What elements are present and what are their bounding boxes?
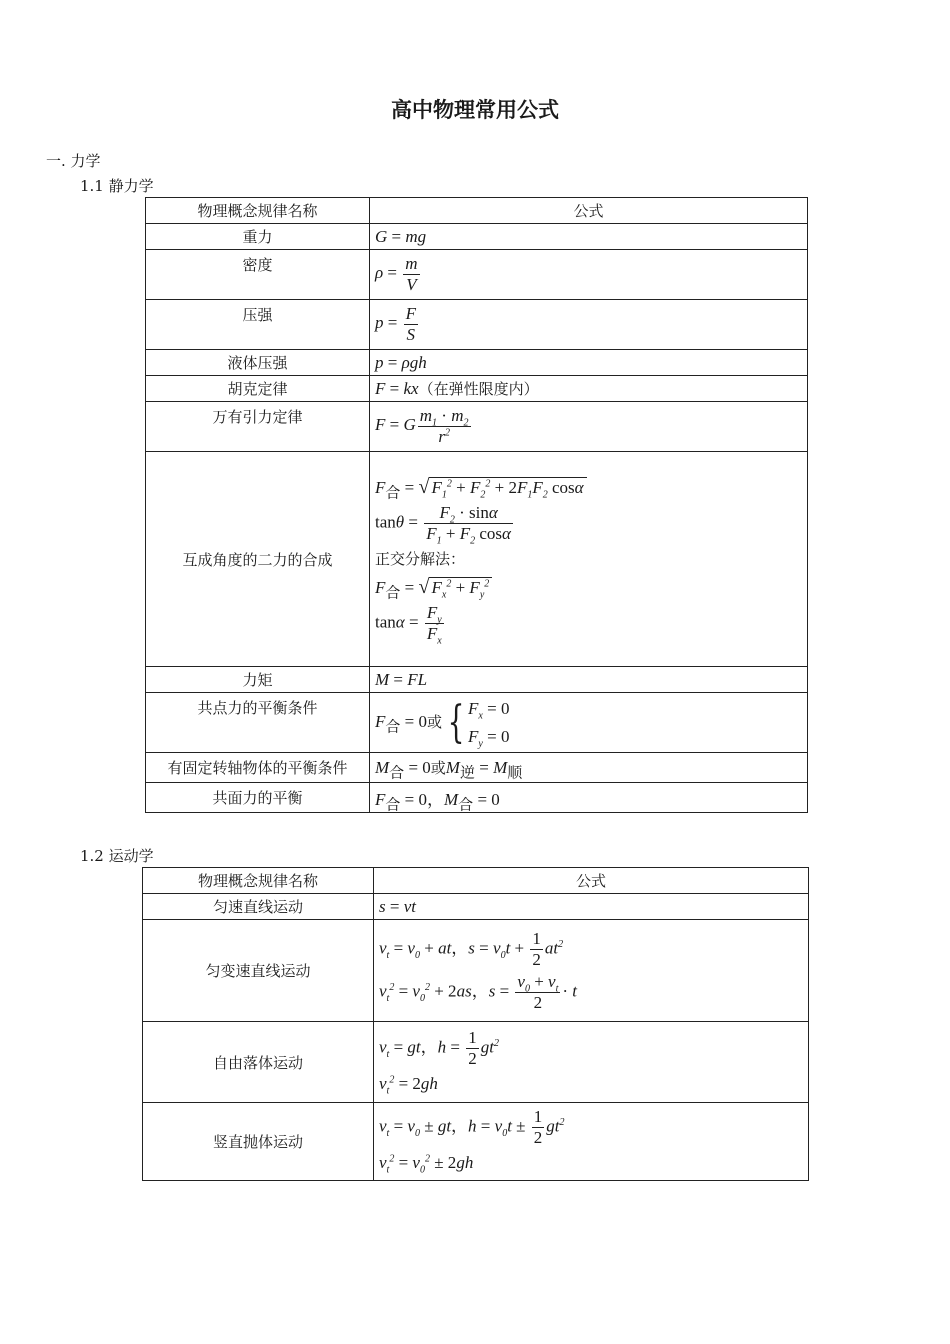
- subsection-heading-statics: 1.1 静力学: [80, 177, 154, 195]
- table-header-row: [146, 198, 808, 224]
- table-row: [146, 753, 808, 783]
- formula-force-composition: $F_合$ = √ $F_1^2 + F_2^2 + 2F_1F_2$ cosα tanθ = $\frac{F_2 \cdot \sin\alpha}{F_1 + F_2 \cos\alpha}$ 正交分解法： $F_合$ = √ $F_x^2 + F_y^2$ tanα = $\frac{F_y}{F_x}$: [370, 452, 808, 667]
- table-row: [146, 783, 808, 813]
- row-name: 密度: [146, 250, 370, 300]
- formula-gravitation: F = G $\frac{m_1 \cdot m_2}{r^2}$: [370, 402, 808, 452]
- table-row: [143, 920, 809, 1022]
- column-header-formula: 公式: [374, 868, 809, 894]
- table-row: [146, 376, 808, 402]
- formula-vertical-throw: $v_t = v_0$ ± gt，$h = v_0t$ ± $\frac{1}{2}$ $gt^2$ $v_t^2 = v_0^2 \pm 2gh$: [374, 1103, 809, 1181]
- formula-density: ρ = $\frac{m}{V}$: [370, 250, 808, 300]
- formula-rotational-equilibrium: $M_合 = 0$或$M_逆 = M_顺$: [370, 753, 808, 783]
- table-row: [146, 300, 808, 350]
- row-name: 液体压强: [146, 350, 370, 376]
- table-header-row: [143, 868, 809, 894]
- formula-uniform-motion: s = vt: [374, 894, 809, 920]
- formula-free-fall: $v_t$ = gt，h = $\frac{1}{2}$ $gt^2$ $v_t^2 = 2gh$: [374, 1022, 809, 1103]
- row-name: 互成角度的二力的合成: [146, 452, 370, 667]
- table-row: [146, 452, 808, 667]
- table-row: [146, 693, 808, 753]
- formula-equilibrium: $F_合 = 0$或 { $F_x = 0$ $F_y = 0$: [370, 693, 808, 753]
- table-row: [143, 894, 809, 920]
- formula-hooke: F = kx（在弹性限度内）: [370, 376, 808, 402]
- table-row: [146, 250, 808, 300]
- formula-coplanar-equilibrium: $F_合 = 0$，$M_合 = 0$: [370, 783, 808, 813]
- row-name: 胡克定律: [146, 376, 370, 402]
- row-name: 共点力的平衡条件: [146, 693, 370, 753]
- column-header-formula: 公式: [370, 198, 808, 224]
- row-name: 自由落体运动: [143, 1022, 374, 1103]
- row-name: 竖直抛体运动: [143, 1103, 374, 1181]
- formula-gravity: G = mg: [370, 224, 808, 250]
- table-row: [146, 350, 808, 376]
- row-name: 有固定转轴物体的平衡条件: [146, 753, 370, 783]
- table-row: [143, 1022, 809, 1103]
- table-row: [146, 224, 808, 250]
- formula-uniform-acceleration: $v_t = v_0$ + at，$s = v_0t$ + $\frac{1}{2}$ $at^2$ $v_t^2 = v_0^2 + 2as$，s = $\frac{v_0 + v_t}{2}$ · t: [374, 920, 809, 1022]
- section-heading-mechanics: 一. 力学: [46, 152, 101, 170]
- ortho-label: 正交分解法：: [375, 550, 466, 568]
- row-name: 共面力的平衡: [146, 783, 370, 813]
- hooke-note: （在弹性限度内）: [418, 380, 539, 398]
- formula-torque: M = FL: [370, 667, 808, 693]
- table-row: [146, 667, 808, 693]
- kinematics-formula-table: [142, 867, 809, 1181]
- row-name: 匀变速直线运动: [143, 920, 374, 1022]
- statics-formula-table: [145, 197, 808, 813]
- row-name: 匀速直线运动: [143, 894, 374, 920]
- page-title: 高中物理常用公式: [391, 98, 559, 122]
- column-header-name: 物理概念规律名称: [146, 198, 370, 224]
- row-name: 压强: [146, 300, 370, 350]
- formula-liquid-pressure: p = ρgh: [370, 350, 808, 376]
- table-row: [143, 1103, 809, 1181]
- formula-pressure: p = $\frac{F}{S}$: [370, 300, 808, 350]
- row-name: 万有引力定律: [146, 402, 370, 452]
- column-header-name: 物理概念规律名称: [143, 868, 374, 894]
- row-name: 重力: [146, 224, 370, 250]
- table-row: [146, 402, 808, 452]
- subsection-heading-kinematics: 1.2 运动学: [80, 847, 154, 865]
- row-name: 力矩: [146, 667, 370, 693]
